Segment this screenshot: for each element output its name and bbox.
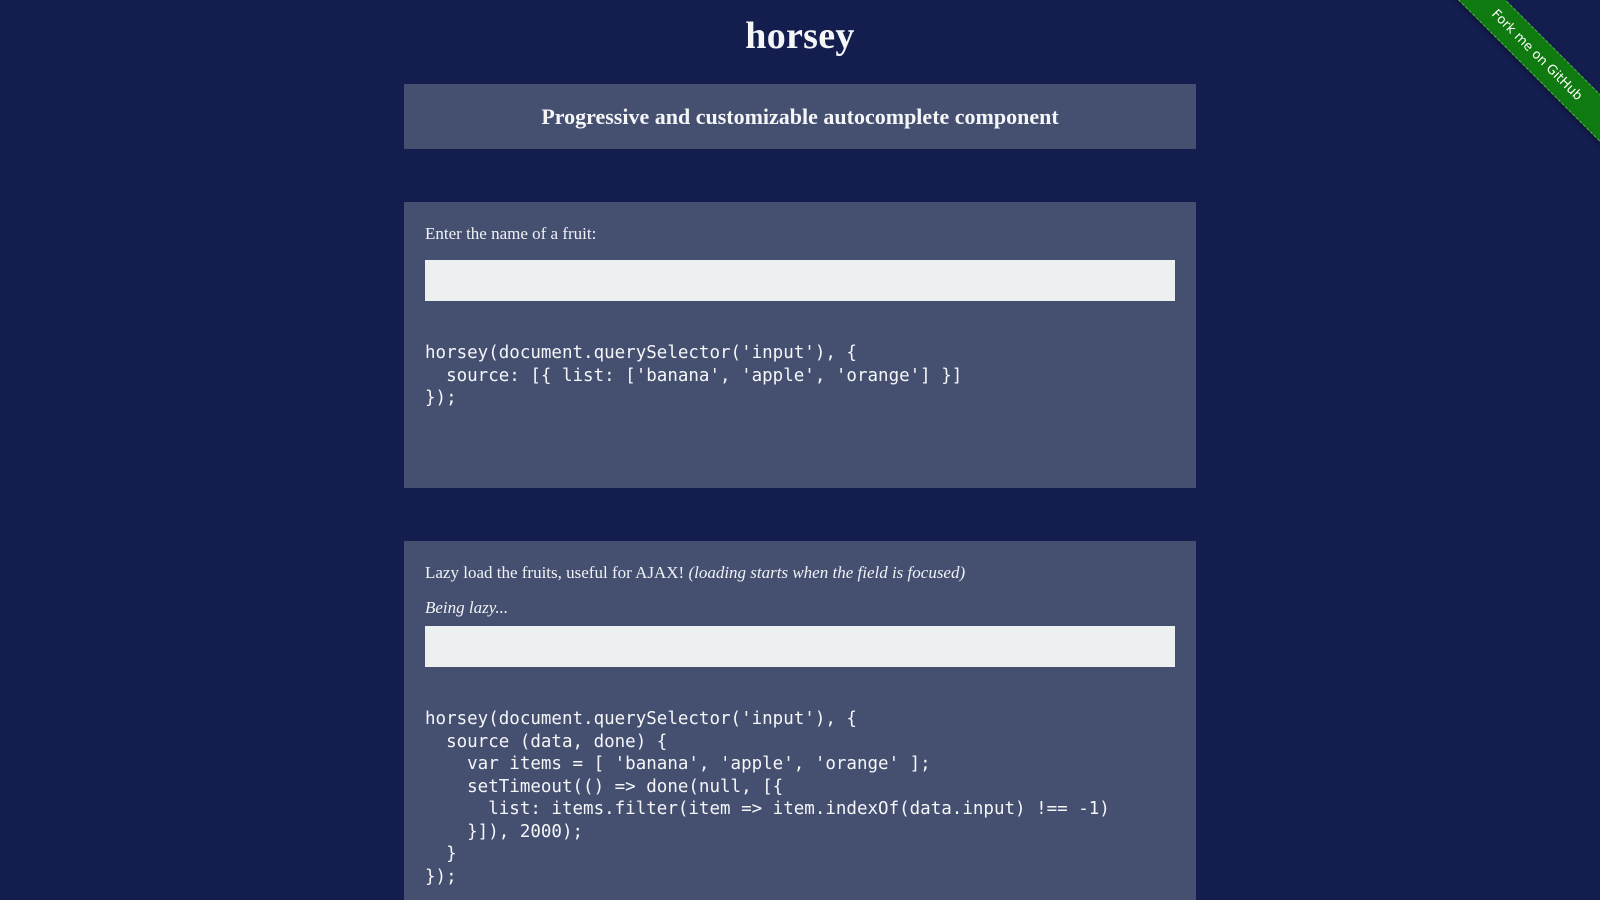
- demo-lazy: [404, 541, 1196, 900]
- tagline: Progressive and customizable autocomplete component: [541, 103, 1059, 129]
- lazy-label-note: (loading starts when the field is focused): [688, 563, 966, 582]
- fruit-input[interactable]: [425, 260, 1175, 301]
- lazy-label-text: Lazy load the fruits, useful for AJAX!: [425, 563, 685, 582]
- fruit-label: Enter the name of a fruit:: [425, 224, 597, 243]
- lazy-fruit-input[interactable]: [425, 626, 1175, 667]
- tagline-panel: [404, 84, 1196, 149]
- code-sample-lazy: horsey(document.querySelector('input'), { source (data, done) { var items = [ 'banana', 'apple', 'orange' ]; setTimeout(() => done(null, [{ list: items.filter(item => item.indexOf(data.input) !== -1) }]), 2000); } });: [425, 709, 1110, 887]
- site-title: horsey: [745, 15, 855, 57]
- github-ribbon-link[interactable]: Fork me on GitHub: [1488, 6, 1586, 104]
- github-ribbon-banner[interactable]: [1450, 0, 1600, 148]
- lazy-label: [425, 560, 1175, 586]
- lazy-status: Being lazy...: [425, 598, 509, 617]
- github-ribbon[interactable]: [1450, 0, 1600, 150]
- demo-basic: [404, 202, 1196, 488]
- code-sample-basic: horsey(document.querySelector('input'), { source: [{ list: ['banana', 'apple', 'orange'] }] });: [425, 343, 963, 408]
